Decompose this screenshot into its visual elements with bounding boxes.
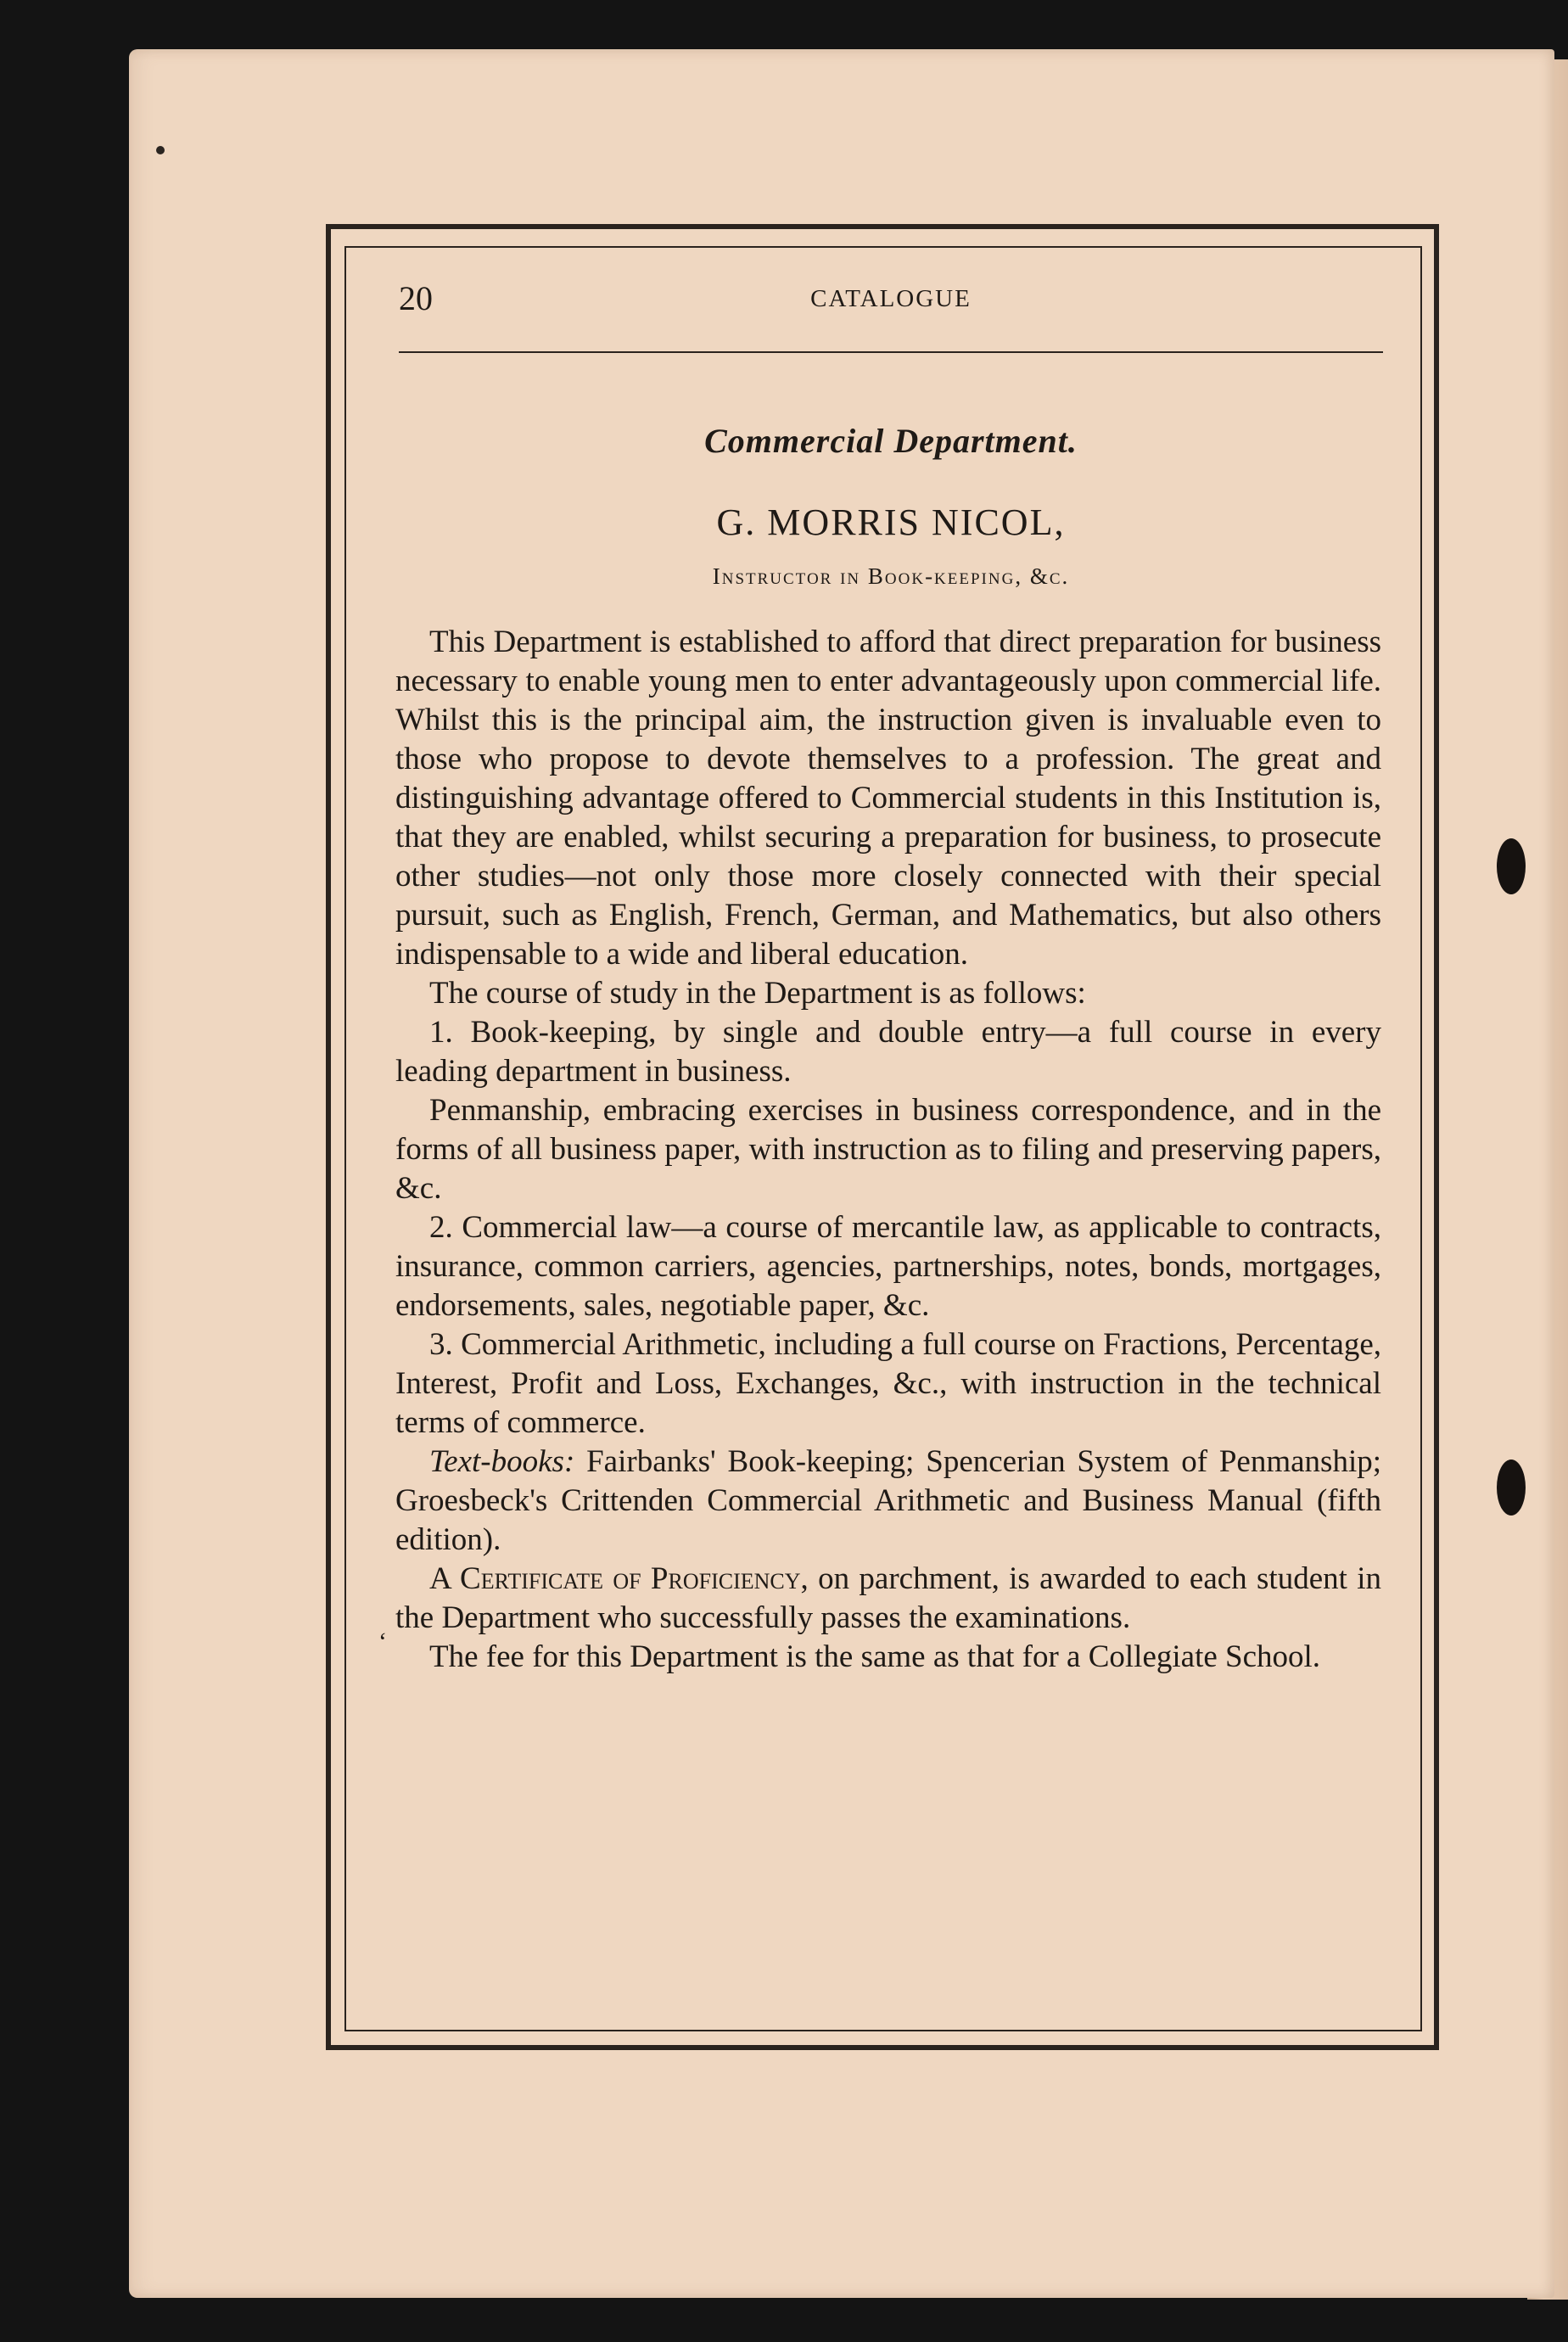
instructor-name: G. MORRIS NICOL, <box>716 501 1066 543</box>
paragraph-commercial-law: 2. Commercial law—a course of mercantile law, as applicable to contracts, insurance, common carriers, agencies, partnerships, notes, bonds, mortgages, endorsements, sales, negotiable paper, &c. <box>395 1210 1381 1323</box>
department-description <box>395 623 1381 1677</box>
certificate-label: A Certificate of Proficiency, <box>429 1561 809 1596</box>
paragraph-penmanship: Penmanship, embracing exercises in business correspondence, and in the forms of all business paper, with instruction as to filing and preserving papers, &c. <box>395 1093 1381 1206</box>
paragraph-textbooks <box>395 1443 1381 1560</box>
margin-tick-icon: ‘ <box>378 1628 387 1656</box>
binding-hole-upper-icon <box>1497 838 1526 894</box>
page-number: 20 <box>399 279 433 317</box>
paragraph-course: The course of study in the Department is as follows: <box>429 976 1086 1011</box>
ink-speck-icon <box>156 146 165 154</box>
paragraph-fee: The fee for this Department is the same as that for a Collegiate School. <box>429 1639 1321 1674</box>
header-rule <box>399 351 1383 353</box>
textbooks-list: Fairbanks' Book-keeping; Spencerian System of Penmanship; Groesbeck's Crittenden Commercial Arithmetic and Business Manual (fifth edition). <box>395 1444 1381 1557</box>
running-title: CATALOGUE <box>810 285 972 312</box>
paragraph-intro: This Department is established to afford that direct preparation for business necessary to enable young men to enter advantageously upon commercial life. Whilst this is the principal aim, the instruction given is invaluable even to those who propose to devote themselves to a profession. The great and distinguishing advantage offered to Commercial students in this Institution is, that they are enabled, whilst securing a preparation for business, to prosecute other studies—not only those more closely connected with their special pursuit, such as English, French, German, and Mathematics, but also others indispensable to a wide and liberal education. <box>395 625 1381 972</box>
paragraph-certificate <box>395 1560 1381 1638</box>
department-title: Commercial Department. <box>704 422 1078 460</box>
textbooks-label: Text-books: <box>429 1444 575 1479</box>
certificate-text: on parchment, is awarded to each student in the Department who successfully passes the examinations. <box>395 1561 1382 1635</box>
paragraph-bookkeeping: 1. Book-keeping, by single and double entry—a full course in every leading department in business. <box>395 1015 1381 1089</box>
binding-hole-lower-icon <box>1497 1460 1526 1516</box>
instructor-role: Instructor in Book-keeping, &c. <box>712 563 1070 589</box>
paragraph-arithmetic: 3. Commercial Arithmetic, including a full course on Fractions, Percentage, Interest, Profit and Loss, Exchanges, &c., with instruction in the technical terms of commerce. <box>395 1327 1381 1440</box>
running-head <box>399 278 1383 326</box>
